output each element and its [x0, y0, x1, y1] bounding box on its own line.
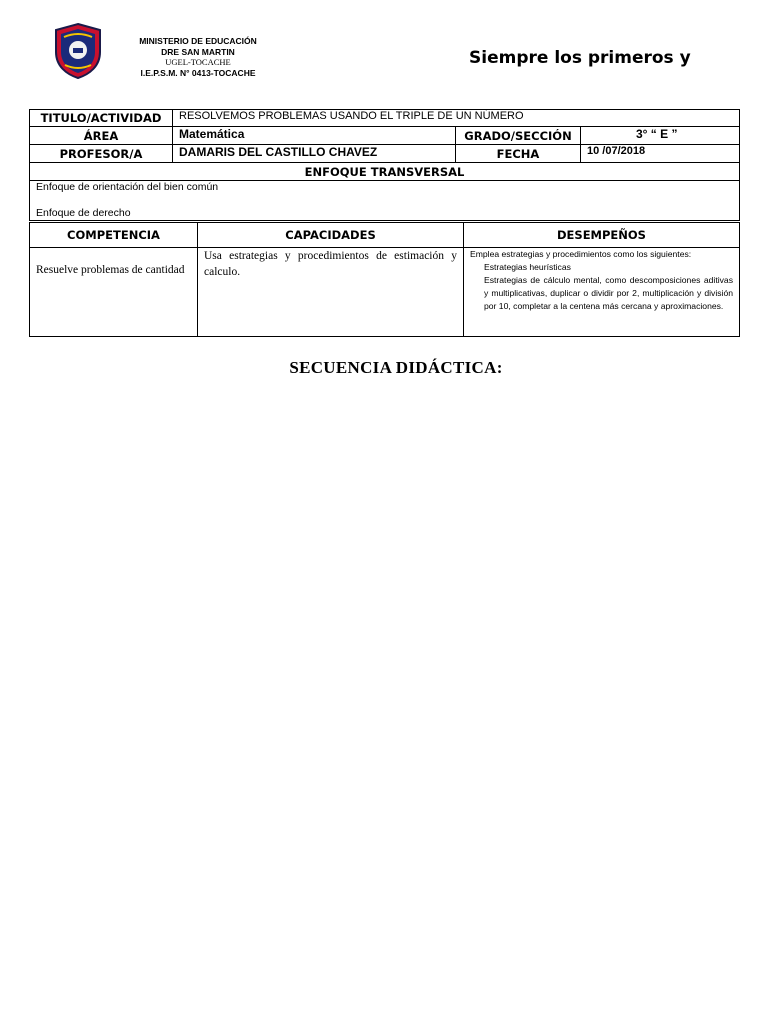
desempeno-item-2: Estrategias de cálculo mental, como descomposiciones aditivas y multiplicativas, duplicar o dividir por 2, multiplicación y división por 10, completar a la centena más cercana y aproximaciones.	[484, 275, 733, 311]
competencia-header: COMPETENCIA	[30, 223, 198, 248]
titulo-label: TITULO/ACTIVIDAD	[30, 110, 173, 127]
enfoque-cell	[30, 181, 740, 221]
ugel-line: UGEL-TOCACHE	[165, 57, 231, 67]
area-value: Matemática	[173, 127, 456, 145]
desempeno-item-1: Estrategias heurísticas	[484, 262, 571, 272]
desempeno-intro: Emplea estrategias y procedimientos como los siguientes:	[470, 249, 692, 259]
competencia-value: Resuelve problemas de cantidad	[30, 248, 198, 337]
titulo-value: RESOLVEMOS PROBLEMAS USANDO EL TRIPLE DE UN NÚMERO	[173, 110, 740, 127]
desempenos-header: DESEMPEÑOS	[464, 223, 740, 248]
fecha-value: 10 /07/2018	[581, 145, 740, 163]
enfoque-2: Enfoque de derecho	[36, 207, 131, 219]
slogan: Siempre los primeros y	[469, 48, 691, 68]
fecha-label: FECHA	[456, 145, 581, 163]
institution-header	[118, 36, 278, 78]
enfoque-label: ENFOQUE TRANSVERSAL	[30, 163, 740, 181]
profesor-value: DAMARIS DEL CASTILLO CHAVEZ	[173, 145, 456, 163]
grado-label: GRADO/SECCIÓN	[456, 127, 581, 145]
enfoque-1: Enfoque de orientación del bien común	[36, 181, 219, 193]
desempenos-cell	[464, 248, 740, 337]
secuencia-title: SECUENCIA DIDÁCTICA:	[289, 358, 503, 377]
profesor-label: PROFESOR/A	[30, 145, 173, 163]
capacidad-value: Usa estrategias y procedimientos de estimación y calculo.	[198, 248, 464, 337]
dre-line: DRE SAN MARTIN	[161, 46, 235, 57]
area-label: ÁREA	[30, 127, 173, 145]
school-crest-logo	[52, 22, 104, 80]
session-info-table	[29, 109, 740, 221]
capacidades-header: CAPACIDADES	[198, 223, 464, 248]
competencias-table	[29, 222, 740, 337]
ministry-line: MINISTERIO DE EDUCACIÓN	[139, 36, 257, 46]
grado-value: 3° “ E ”	[581, 127, 740, 145]
school-line: I.E.P.S.M. N° 0413-TOCACHE	[140, 67, 256, 78]
